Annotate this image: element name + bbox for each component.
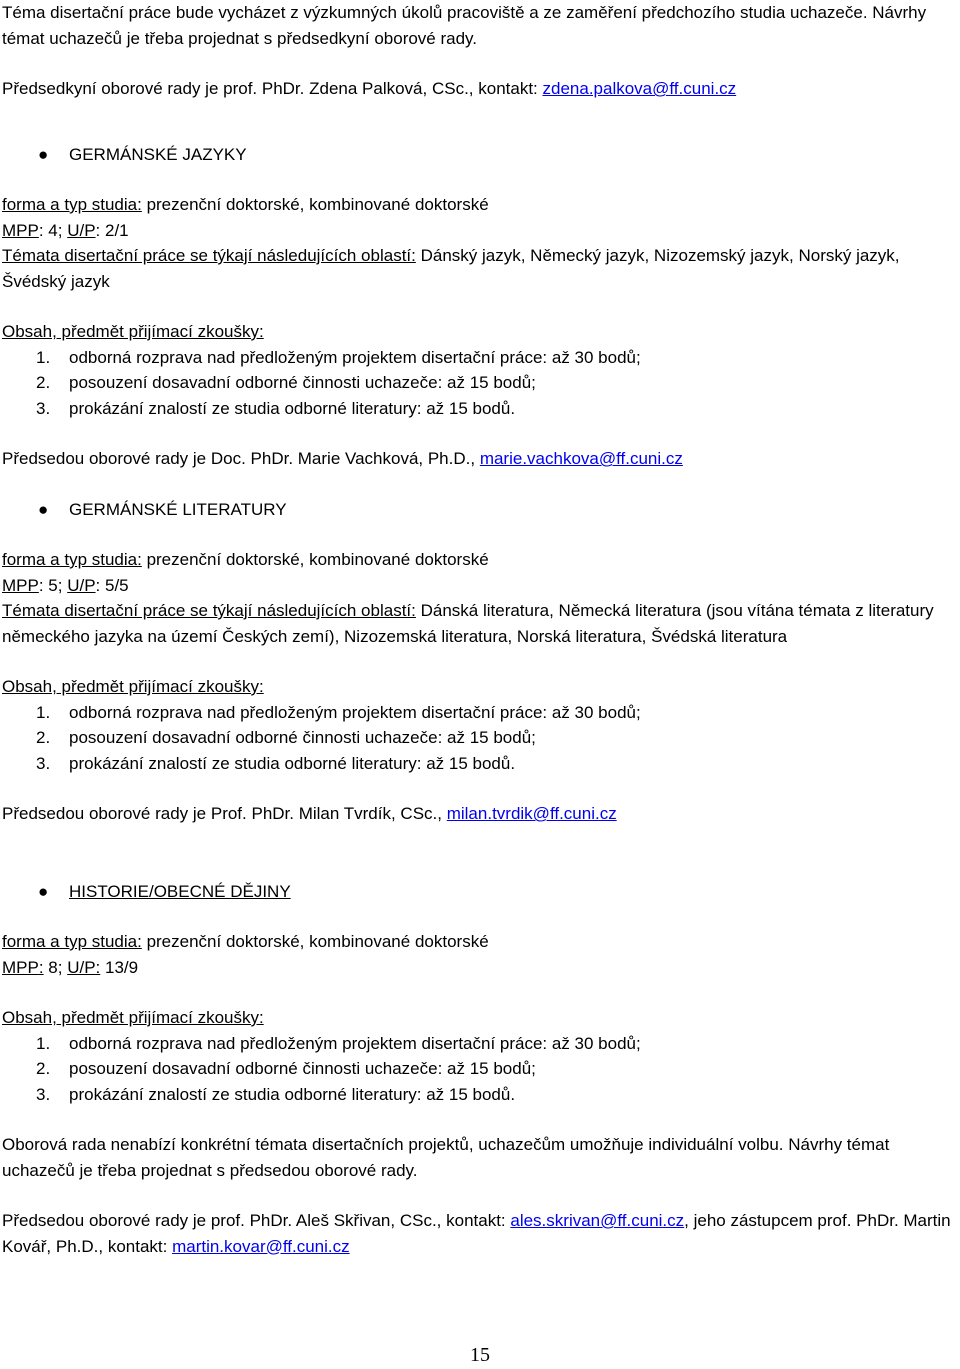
exam-item-number: 3. [36,1084,51,1104]
exam-item-text: prokázání znalostí ze studia odborné literatury: až 15 bodů. [69,398,516,418]
section-title: HISTORIE/OBECNÉ DĚJINY [69,881,291,901]
chair-text: Předsedou oborové rady je Prof. PhDr. Milan Tvrdík, CSc., [2,804,447,823]
chair-line [2,801,958,827]
study-form-line [2,192,958,218]
bullet-icon: ● [38,499,49,519]
mpp-up-line: MPP: 8; U/P: 13/9 [2,957,139,977]
up-value: 13/9 [100,957,139,977]
study-form-label: forma a typ studia: [2,195,142,214]
up-value: : 2/1 [95,220,129,240]
topics-value: Dánská literatura, Německá literatura (jsou vítána témata z literatury německého jazyka na území Českých zemí), Nizozemská literatura, Norská literatura, Švédská literatura [2,601,934,646]
exam-item [2,700,958,726]
section-heading-germanske-jazyky [2,142,958,168]
exam-item-text: posouzení dosavadní odborné činnosti uchazeče: až 15 bodů; [69,728,536,747]
section-title: GERMÁNSKÉ JAZYKY [69,144,247,164]
exam-item-number: 2. [36,1059,51,1078]
chair-text: Předsedou oborové rady je prof. PhDr. Aleš Skřivan, CSc., kontakt: [2,1211,511,1230]
intro-chair-email-link[interactable]: zdena.palkova@ff.cuni.cz [542,79,737,98]
deputy-text: , jeho zástupcem prof. PhDr. Martin Kovář, Ph.D., kontakt: [2,1211,951,1256]
exam-item-number: 3. [36,398,51,418]
study-form-line [2,929,958,955]
exam-item [2,725,958,751]
section-title: GERMÁNSKÉ LITERATURY [69,499,287,519]
topics-value: Dánský jazyk, Německý jazyk, Nizozemský jazyk, Norský jazyk, Švédský jazyk [2,246,900,291]
study-form-value: prezenční doktorské, kombinované doktorské [141,195,489,214]
up-label: U/P [67,220,96,240]
exam-item [2,751,958,777]
exam-item-text: prokázání znalostí ze studia odborné literatury: až 15 bodů. [69,753,516,773]
mpp-value: : 5; [38,575,68,595]
mpp-label: MPP [2,575,39,595]
up-label: U/P [67,575,96,595]
exam-item [2,345,958,371]
mpp-label: MPP [2,220,39,240]
chair-text: Předsedou oborové rady je Doc. PhDr. Marie Vachková, Ph.D., [2,449,480,468]
study-form-value: prezenční doktorské, kombinované doktorské [141,932,489,951]
chair-line [2,1208,958,1259]
bullet-icon: ● [38,144,49,164]
study-form-label: forma a typ studia: [2,932,142,951]
study-form-label: forma a typ studia: [2,550,142,569]
page-number: 15 [470,1344,490,1366]
exam-heading: Obsah, předmět přijímací zkoušky: [2,677,264,696]
exam-heading: Obsah, předmět přijímací zkoušky: [2,1008,264,1027]
mpp-value: : 4; [38,220,68,240]
topics-label: Témata disertační práce se týkají následujících oblastí: [2,246,416,265]
study-form-line [2,547,958,573]
exam-item-text: posouzení dosavadní odborné činnosti uchazeče: až 15 bodů; [69,1059,536,1078]
topics-label: Témata disertační práce se týkají následujících oblastí: [2,601,416,620]
exam-heading: Obsah, předmět přijímací zkoušky: [2,322,264,341]
exam-item-text: posouzení dosavadní odborné činnosti uchazeče: až 15 bodů; [69,373,536,392]
exam-item-number: 2. [36,373,51,392]
mpp-up-line [2,573,958,599]
exam-item [2,396,958,422]
exam-item [2,370,958,396]
exam-item-text: prokázání znalostí ze studia odborné literatury: až 15 bodů. [69,1084,516,1104]
chair-email-link[interactable]: milan.tvrdik@ff.cuni.cz [446,804,617,823]
exam-item-number: 1. [36,702,51,722]
intro-paragraph: Téma disertační práce bude vycházet z výzkumných úkolů pracoviště a ze zaměření předchozího studia uchazeče. Návrhy témat uchazečů je třeba projednat s předsedkyní oborové rady. [2,3,927,48]
exam-item [2,1082,958,1108]
mpp-up-line [2,218,958,244]
chair-email-link[interactable]: marie.vachkova@ff.cuni.cz [479,449,683,468]
exam-item-text: odborná rozprava nad předloženým projektem disertační práce: až 30 bodů; [69,702,641,722]
exam-item-number: 3. [36,753,51,773]
up-value: : 5/5 [95,575,129,595]
exam-list [2,1031,958,1108]
chair-email-link[interactable]: ales.skrivan@ff.cuni.cz [510,1211,685,1230]
exam-item-number: 1. [36,347,51,367]
topics-line [2,598,958,649]
mpp-value: 8; [43,957,68,977]
section-heading-historie [2,879,958,905]
exam-item [2,1056,958,1082]
exam-item-number: 2. [36,728,51,747]
exam-item-text: odborná rozprava nad předloženým projektem disertační práce: až 30 bodů; [69,347,641,367]
intro-chair-text: Předsedkyní oborové rady je prof. PhDr. Zdena Palková, CSc., kontakt: [2,79,543,98]
bullet-icon: ● [38,881,49,901]
chair-line [2,446,958,472]
note-paragraph: Oborová rada nenabízí konkrétní témata disertačních projektů, uchazečům umožňuje individuální volbu. Návrhy témat uchazečů je třeba projednat s předsedou oborové rady. [2,1135,890,1180]
section-heading-germanske-literatury [2,497,958,523]
topics-line [2,243,958,294]
exam-item-text: odborná rozprava nad předloženým projektem disertační práce: až 30 bodů; [69,1033,641,1053]
study-form-value: prezenční doktorské, kombinované doktorské [141,550,489,569]
exam-list [2,700,958,777]
exam-list [2,345,958,422]
exam-item [2,1031,958,1057]
deputy-email-link[interactable]: martin.kovar@ff.cuni.cz [172,1236,350,1256]
exam-item-number: 1. [36,1033,51,1053]
intro-chair-line [2,76,958,102]
mpp-label: MPP [2,957,39,977]
up-label: U/P [67,957,96,977]
